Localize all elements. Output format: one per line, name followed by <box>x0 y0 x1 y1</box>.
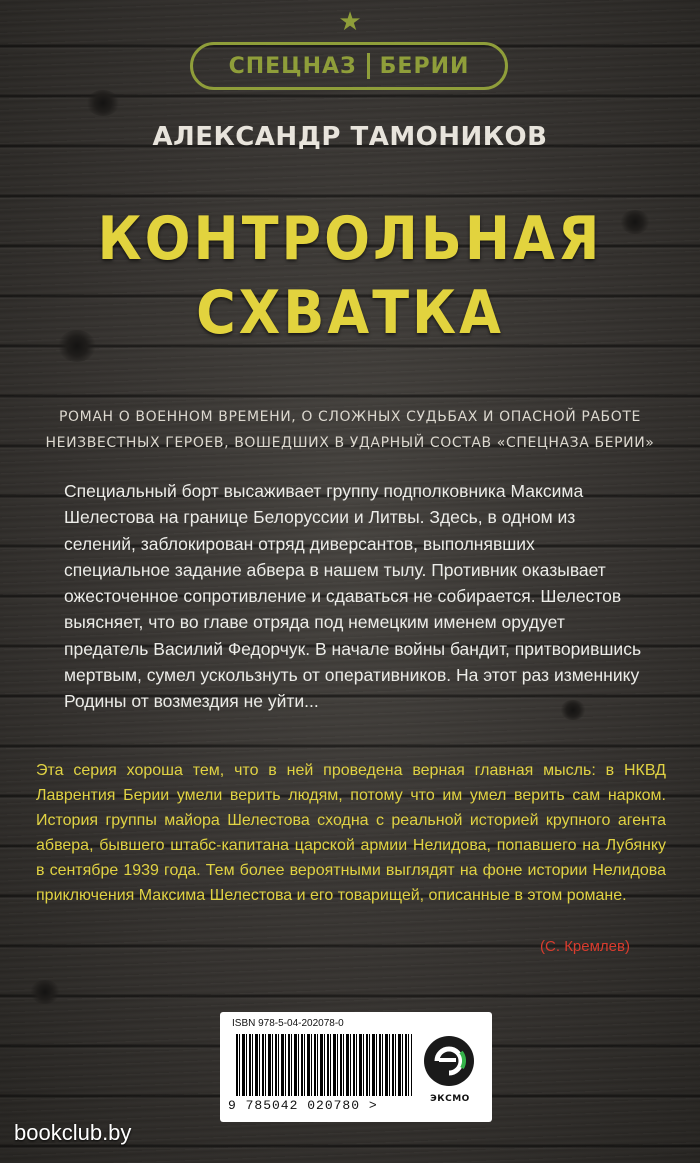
author-name: АЛЕКСАНДР ТАМОНИКОВ <box>152 122 548 152</box>
wood-knot <box>86 90 120 116</box>
barcode-panel <box>220 1012 492 1122</box>
blurb-text: Специальный борт высаживает группу подполковника Максима Шелестова на границе Белоруссии и Литвы. Здесь, в одном из селений, заблокирован отряд диверсантов, выполнявших специальное задание абвера в нашем тылу. Противник оказывает ожесточенное сопротивление и сдаваться не собирается. Шелестов выясняет, что во главе отряда под немецким именем орудует предатель Василий Федорчук. В начале войны бандит, притворившись мертвым, сумел ускользнуть от оперативников. На этот раз изменнику Родины от возмездия не уйти... <box>64 481 642 712</box>
tagline-line-1: РОМАН О ВОЕННОМ ВРЕМЕНИ, О СЛОЖНЫХ СУДЬБАХ И ОПАСНОЙ РАБОТЕ <box>59 409 641 425</box>
series-badge <box>190 42 508 90</box>
series-label-right: БЕРИИ <box>379 53 470 79</box>
review-quote: Эта серия хороша тем, что в ней проведена верная главная мысль: в НКВД Лаврентия Берии умели верить людям, потому что им умел верить сам нарком. История группы майора Шелестова сходна с реальной историей крупного агента абвера, бывшего штабс-капитана царской армии Нелидова, попавшего на Лубянку в сентябре 1939 года. Тем более вероятными выглядят на фоне истории Нелидова приключения Максима Шелестова и его товарищей, описанные в этом романе. <box>36 762 666 904</box>
isbn-text: ISBN 978-5-04-202078-0 <box>232 1018 344 1029</box>
book-title <box>0 202 700 350</box>
star-icon: ★ <box>338 7 362 37</box>
barcode-digits: 9 785042 020780 > <box>228 1098 378 1113</box>
tagline-line-2: НЕИЗВЕСТНЫХ ГЕРОЕВ, ВОШЕДШИХ В УДАРНЫЙ СОСТАВ «СПЕЦНАЗА БЕРИИ» <box>45 435 655 451</box>
series-label-left: СПЕЦНАЗ <box>228 53 357 79</box>
barcode-icon <box>236 1034 412 1096</box>
watermark: bookclub.by <box>14 1120 132 1145</box>
blurb <box>64 478 642 715</box>
eksmo-logo-icon <box>422 1034 476 1088</box>
publisher-name: ЭКСМО <box>430 1094 470 1104</box>
wood-knot <box>30 980 60 1004</box>
series-divider <box>367 53 370 79</box>
review-author: (С. Кремлев) <box>540 938 630 955</box>
title-line-2: СХВАТКА <box>196 278 504 348</box>
tagline <box>40 404 660 456</box>
title-line-1: КОНТРОЛЬНАЯ <box>97 204 603 274</box>
